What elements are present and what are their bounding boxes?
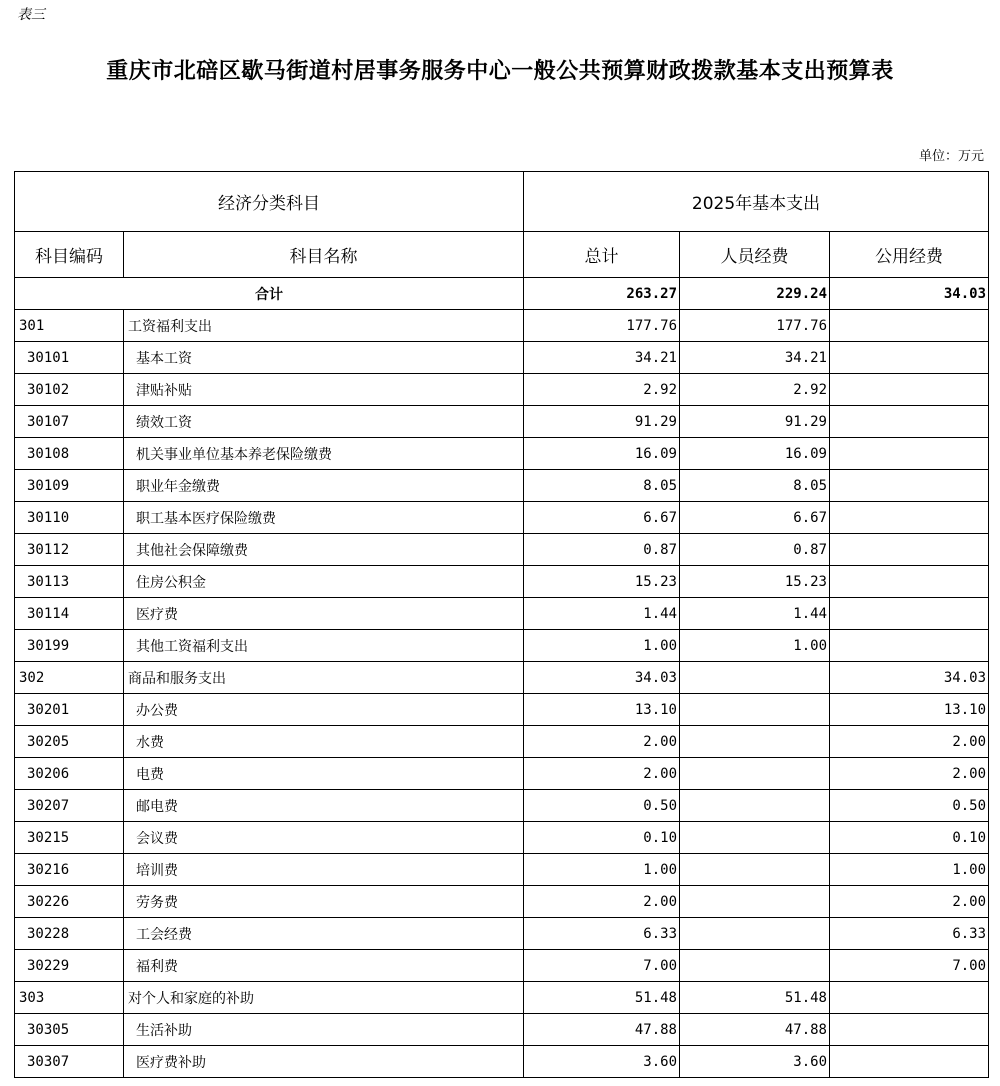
header-row-1 [15, 172, 989, 232]
header-year: 2025年基本支出 [524, 172, 989, 232]
table-row [15, 630, 989, 662]
row-name: 水费 [124, 726, 524, 758]
table-row [15, 342, 989, 374]
row-public [830, 1014, 989, 1046]
budget-table [14, 171, 989, 1078]
header-econ-class: 经济分类科目 [15, 172, 524, 232]
row-name: 医疗费 [124, 598, 524, 630]
row-personnel: 8.05 [680, 470, 830, 502]
row-total: 1.44 [524, 598, 680, 630]
row-public: 6.33 [830, 918, 989, 950]
row-total: 0.50 [524, 790, 680, 822]
row-total: 2.00 [524, 726, 680, 758]
row-public [830, 502, 989, 534]
row-personnel [680, 854, 830, 886]
total-personnel: 229.24 [680, 278, 830, 310]
row-total: 34.21 [524, 342, 680, 374]
table-row [15, 1046, 989, 1078]
row-code: 30101 [15, 342, 124, 374]
row-name: 劳务费 [124, 886, 524, 918]
row-name: 福利费 [124, 950, 524, 982]
total-sum: 263.27 [524, 278, 680, 310]
row-name: 商品和服务支出 [124, 662, 524, 694]
table-row [15, 1014, 989, 1046]
row-personnel: 1.44 [680, 598, 830, 630]
table-row [15, 502, 989, 534]
row-personnel: 51.48 [680, 982, 830, 1014]
row-total: 91.29 [524, 406, 680, 438]
row-public [830, 438, 989, 470]
row-personnel: 34.21 [680, 342, 830, 374]
row-public: 13.10 [830, 694, 989, 726]
row-name: 会议费 [124, 822, 524, 854]
row-personnel [680, 886, 830, 918]
table-label: 表三 [17, 7, 45, 23]
table-row [15, 790, 989, 822]
row-total: 6.67 [524, 502, 680, 534]
row-public: 1.00 [830, 854, 989, 886]
table-row [15, 694, 989, 726]
row-total: 6.33 [524, 918, 680, 950]
row-name: 津贴补贴 [124, 374, 524, 406]
row-name: 办公费 [124, 694, 524, 726]
row-public: 0.50 [830, 790, 989, 822]
row-personnel: 177.76 [680, 310, 830, 342]
row-code: 30205 [15, 726, 124, 758]
row-total: 1.00 [524, 854, 680, 886]
row-public [830, 534, 989, 566]
row-name: 住房公积金 [124, 566, 524, 598]
total-label: 合计 [15, 278, 524, 310]
row-code: 30305 [15, 1014, 124, 1046]
row-code: 301 [15, 310, 124, 342]
table-row [15, 598, 989, 630]
row-name: 工会经费 [124, 918, 524, 950]
table-row [15, 918, 989, 950]
row-public [830, 406, 989, 438]
row-public [830, 310, 989, 342]
row-code: 30229 [15, 950, 124, 982]
row-total: 47.88 [524, 1014, 680, 1046]
total-row [15, 278, 989, 310]
row-name: 对个人和家庭的补助 [124, 982, 524, 1014]
table-row [15, 662, 989, 694]
row-name: 职业年金缴费 [124, 470, 524, 502]
row-code: 30110 [15, 502, 124, 534]
header-row-2 [15, 232, 989, 278]
row-personnel: 15.23 [680, 566, 830, 598]
table-row [15, 726, 989, 758]
row-total: 177.76 [524, 310, 680, 342]
row-name: 基本工资 [124, 342, 524, 374]
row-total: 34.03 [524, 662, 680, 694]
row-personnel [680, 918, 830, 950]
row-name: 邮电费 [124, 790, 524, 822]
document-title: 重庆市北碚区歇马街道村居事务服务中心一般公共预算财政拨款基本支出预算表 [106, 58, 894, 84]
row-public: 2.00 [830, 758, 989, 790]
table-row [15, 374, 989, 406]
row-public [830, 374, 989, 406]
row-personnel [680, 950, 830, 982]
table-row [15, 310, 989, 342]
row-total: 13.10 [524, 694, 680, 726]
row-personnel [680, 822, 830, 854]
header-code: 科目编码 [15, 232, 124, 278]
row-public: 0.10 [830, 822, 989, 854]
row-name: 机关事业单位基本养老保险缴费 [124, 438, 524, 470]
header-total: 总计 [524, 232, 680, 278]
row-name: 医疗费补助 [124, 1046, 524, 1078]
row-code: 30109 [15, 470, 124, 502]
row-code: 30113 [15, 566, 124, 598]
row-personnel: 2.92 [680, 374, 830, 406]
row-name: 绩效工资 [124, 406, 524, 438]
row-personnel: 0.87 [680, 534, 830, 566]
row-public [830, 342, 989, 374]
row-public [830, 630, 989, 662]
row-personnel [680, 694, 830, 726]
row-personnel [680, 726, 830, 758]
row-total: 8.05 [524, 470, 680, 502]
row-public: 7.00 [830, 950, 989, 982]
unit-label: 单位：万元 [918, 149, 984, 164]
row-code: 30216 [15, 854, 124, 886]
header-personnel: 人员经费 [680, 232, 830, 278]
row-personnel [680, 662, 830, 694]
row-code: 30215 [15, 822, 124, 854]
row-public [830, 598, 989, 630]
row-name: 生活补助 [124, 1014, 524, 1046]
row-total: 2.00 [524, 758, 680, 790]
row-public: 34.03 [830, 662, 989, 694]
row-personnel: 16.09 [680, 438, 830, 470]
row-personnel: 3.60 [680, 1046, 830, 1078]
row-code: 30201 [15, 694, 124, 726]
row-name: 工资福利支出 [124, 310, 524, 342]
row-code: 30107 [15, 406, 124, 438]
table-row [15, 982, 989, 1014]
row-total: 2.00 [524, 886, 680, 918]
row-code: 30102 [15, 374, 124, 406]
table-row [15, 822, 989, 854]
row-name: 其他社会保障缴费 [124, 534, 524, 566]
row-public [830, 470, 989, 502]
row-code: 30114 [15, 598, 124, 630]
row-total: 0.87 [524, 534, 680, 566]
row-code: 302 [15, 662, 124, 694]
row-personnel [680, 790, 830, 822]
row-personnel: 1.00 [680, 630, 830, 662]
row-name: 电费 [124, 758, 524, 790]
row-code: 303 [15, 982, 124, 1014]
table-row [15, 406, 989, 438]
table-row [15, 854, 989, 886]
row-public: 2.00 [830, 726, 989, 758]
table-row [15, 470, 989, 502]
row-name: 培训费 [124, 854, 524, 886]
row-total: 51.48 [524, 982, 680, 1014]
row-total: 7.00 [524, 950, 680, 982]
header-public: 公用经费 [830, 232, 989, 278]
row-name: 职工基本医疗保险缴费 [124, 502, 524, 534]
row-personnel: 91.29 [680, 406, 830, 438]
total-public: 34.03 [830, 278, 989, 310]
row-total: 0.10 [524, 822, 680, 854]
header-name: 科目名称 [124, 232, 524, 278]
table-row [15, 534, 989, 566]
table-row [15, 950, 989, 982]
row-public [830, 566, 989, 598]
row-code: 30307 [15, 1046, 124, 1078]
table-row [15, 566, 989, 598]
row-public [830, 982, 989, 1014]
row-personnel [680, 758, 830, 790]
table-row [15, 758, 989, 790]
table-row [15, 438, 989, 470]
row-code: 30112 [15, 534, 124, 566]
row-personnel: 47.88 [680, 1014, 830, 1046]
row-personnel: 6.67 [680, 502, 830, 534]
row-code: 30108 [15, 438, 124, 470]
table-row [15, 886, 989, 918]
row-code: 30206 [15, 758, 124, 790]
row-name: 其他工资福利支出 [124, 630, 524, 662]
row-code: 30228 [15, 918, 124, 950]
row-code: 30226 [15, 886, 124, 918]
row-public [830, 1046, 989, 1078]
row-total: 2.92 [524, 374, 680, 406]
row-code: 30207 [15, 790, 124, 822]
row-total: 15.23 [524, 566, 680, 598]
row-total: 16.09 [524, 438, 680, 470]
row-total: 3.60 [524, 1046, 680, 1078]
row-total: 1.00 [524, 630, 680, 662]
row-code: 30199 [15, 630, 124, 662]
row-public: 2.00 [830, 886, 989, 918]
